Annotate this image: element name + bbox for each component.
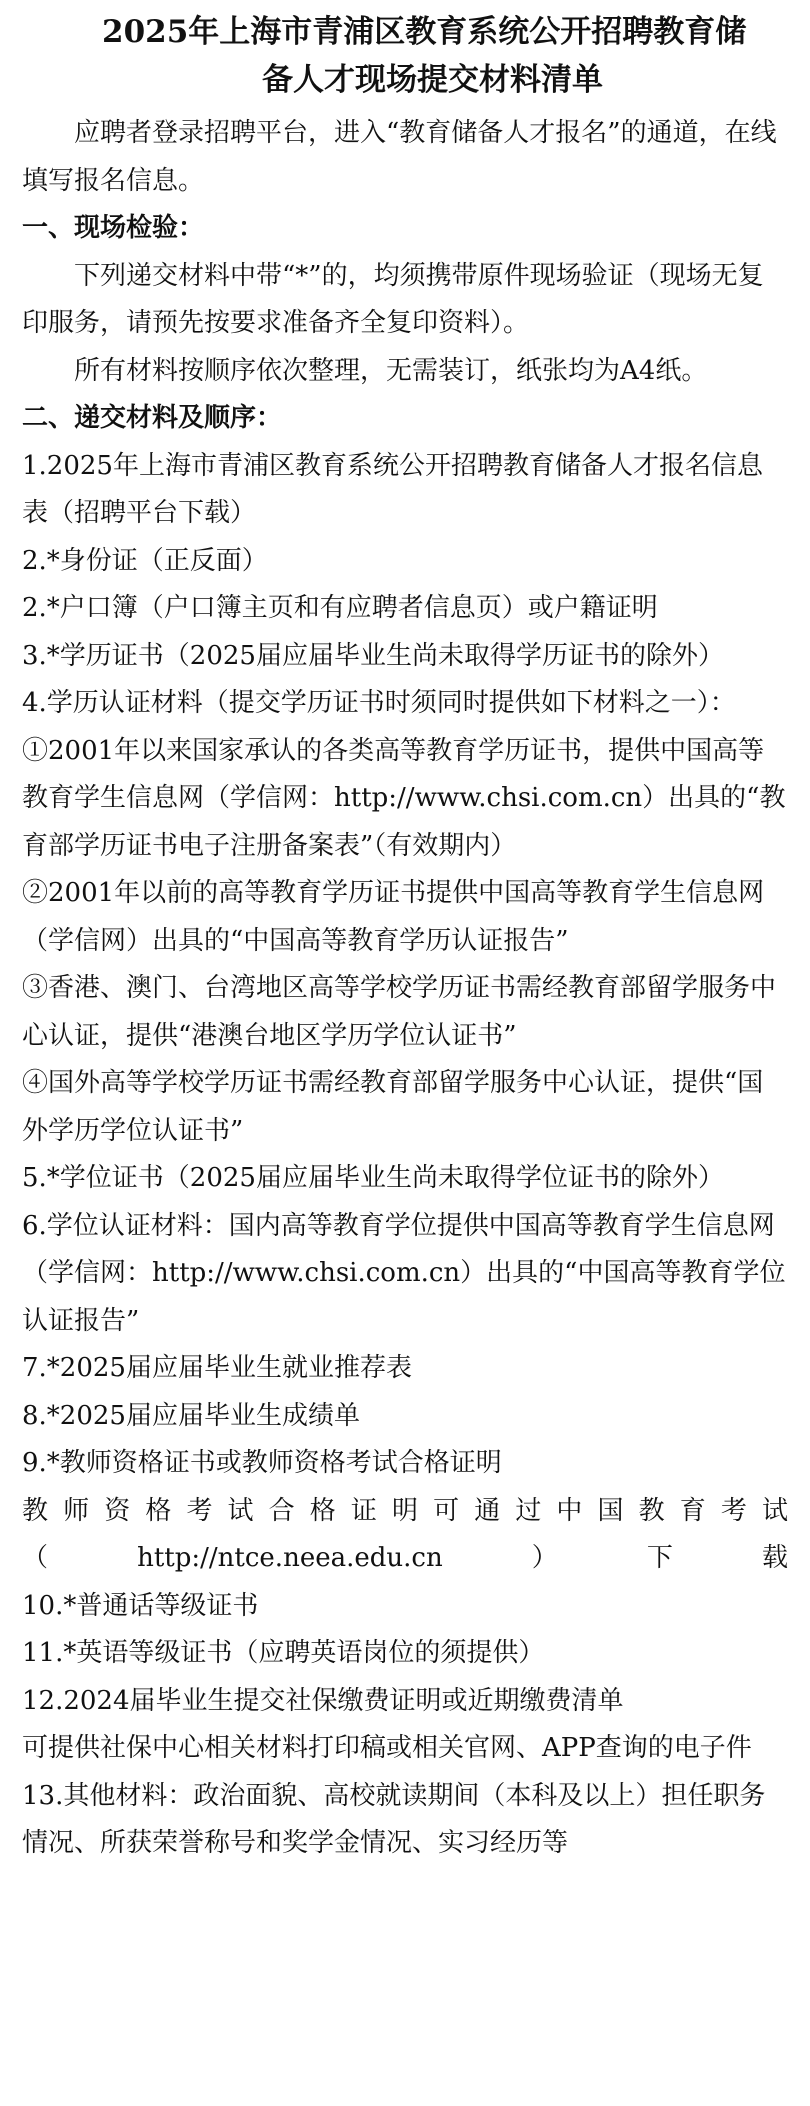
list-item: 3.*学历证书（2025届应届毕业生尚未取得学历证书的除外） [22, 640, 724, 671]
section-2-heading: 二、递交材料及顺序： [22, 403, 283, 433]
title-line-2: 备人才现场提交材料清单 [262, 62, 603, 98]
list-item: 教师资格考试合格证明可通过中国教育考试（http://ntce.neea.edu.cn）下载 [22, 1495, 788, 1573]
list-item: 9.*教师资格证书或教师资格考试合格证明 [22, 1448, 502, 1478]
list-item: 4.学历认证材料（提交学历证书时须同时提供如下材料之一）： [22, 688, 736, 718]
list-item: 12.2024届毕业生提交社保缴费证明或近期缴费清单 [22, 1685, 624, 1716]
list-item: 11.*英语等级证书（应聘英语岗位的须提供） [22, 1638, 545, 1668]
section-1-paragraph-2: 所有材料按顺序依次整理，无需装订，纸张均为A4纸。 [74, 355, 708, 386]
list-item: 8.*2025届应届毕业生成绩单 [22, 1400, 360, 1431]
section-1-paragraph-1: 下列递交材料中带“*”的，均须携带原件现场验证（现场无复印服务，请预先按要求准备齐全复印资料）。 [22, 260, 764, 338]
list-item: ②2001年以前的高等教育学历证书提供中国高等教育学生信息网（学信网）出具的“中国高等教育学历认证报告” [22, 878, 765, 956]
list-item: 6.学位认证材料：国内高等教育学位提供中国高等教育学生信息网（学信网：http://www.chsi.com.cn）出具的“中国高等教育学位认证报告” [22, 1210, 786, 1336]
list-item: 7.*2025届应届毕业生就业推荐表 [22, 1353, 412, 1383]
document-title [22, 8, 788, 104]
list-item: 5.*学位证书（2025届应届毕业生尚未取得学位证书的除外） [22, 1163, 724, 1193]
list-item: 2.*户口簿（户口簿主页和有应聘者信息页）或户籍证明 [22, 593, 658, 623]
list-item: 10.*普通话等级证书 [22, 1590, 259, 1621]
list-item: ③香港、澳门、台湾地区高等学校学历证书需经教育部留学服务中心认证，提供“港澳台地区学历学位认证书” [22, 973, 777, 1051]
list-item: 1.2025年上海市青浦区教育系统公开招聘教育储备人才报名信息表（招聘平台下载） [22, 450, 763, 528]
list-item: ④国外高等学校学历证书需经教育部留学服务中心认证，提供“国外学历学位认证书” [22, 1068, 764, 1146]
list-item: 可提供社保中心相关材料打印稿或相关官网、APP查询的电子件 [22, 1733, 752, 1763]
section-1-heading: 一、现场检验： [22, 213, 205, 243]
list-item: 2.*身份证（正反面） [22, 545, 268, 576]
list-item: 13.其他材料：政治面貌、高校就读期间（本科及以上）担任职务情况、所获荣誉称号和奖学金情况、实习经历等 [22, 1780, 766, 1858]
list-item: ①2001年以来国家承认的各类高等教育学历证书，提供中国高等教育学生信息网（学信网：http://www.chsi.com.cn）出具的“教育部学历证书电子注册备案表”（有效期内） [22, 735, 786, 861]
intro-paragraph: 应聘者登录招聘平台，进入“教育储备人才报名”的通道，在线填写报名信息。 [22, 118, 777, 196]
document-body [22, 110, 788, 1868]
title-line-1: 2025年上海市青浦区教育系统公开招聘教育储 [102, 14, 747, 50]
